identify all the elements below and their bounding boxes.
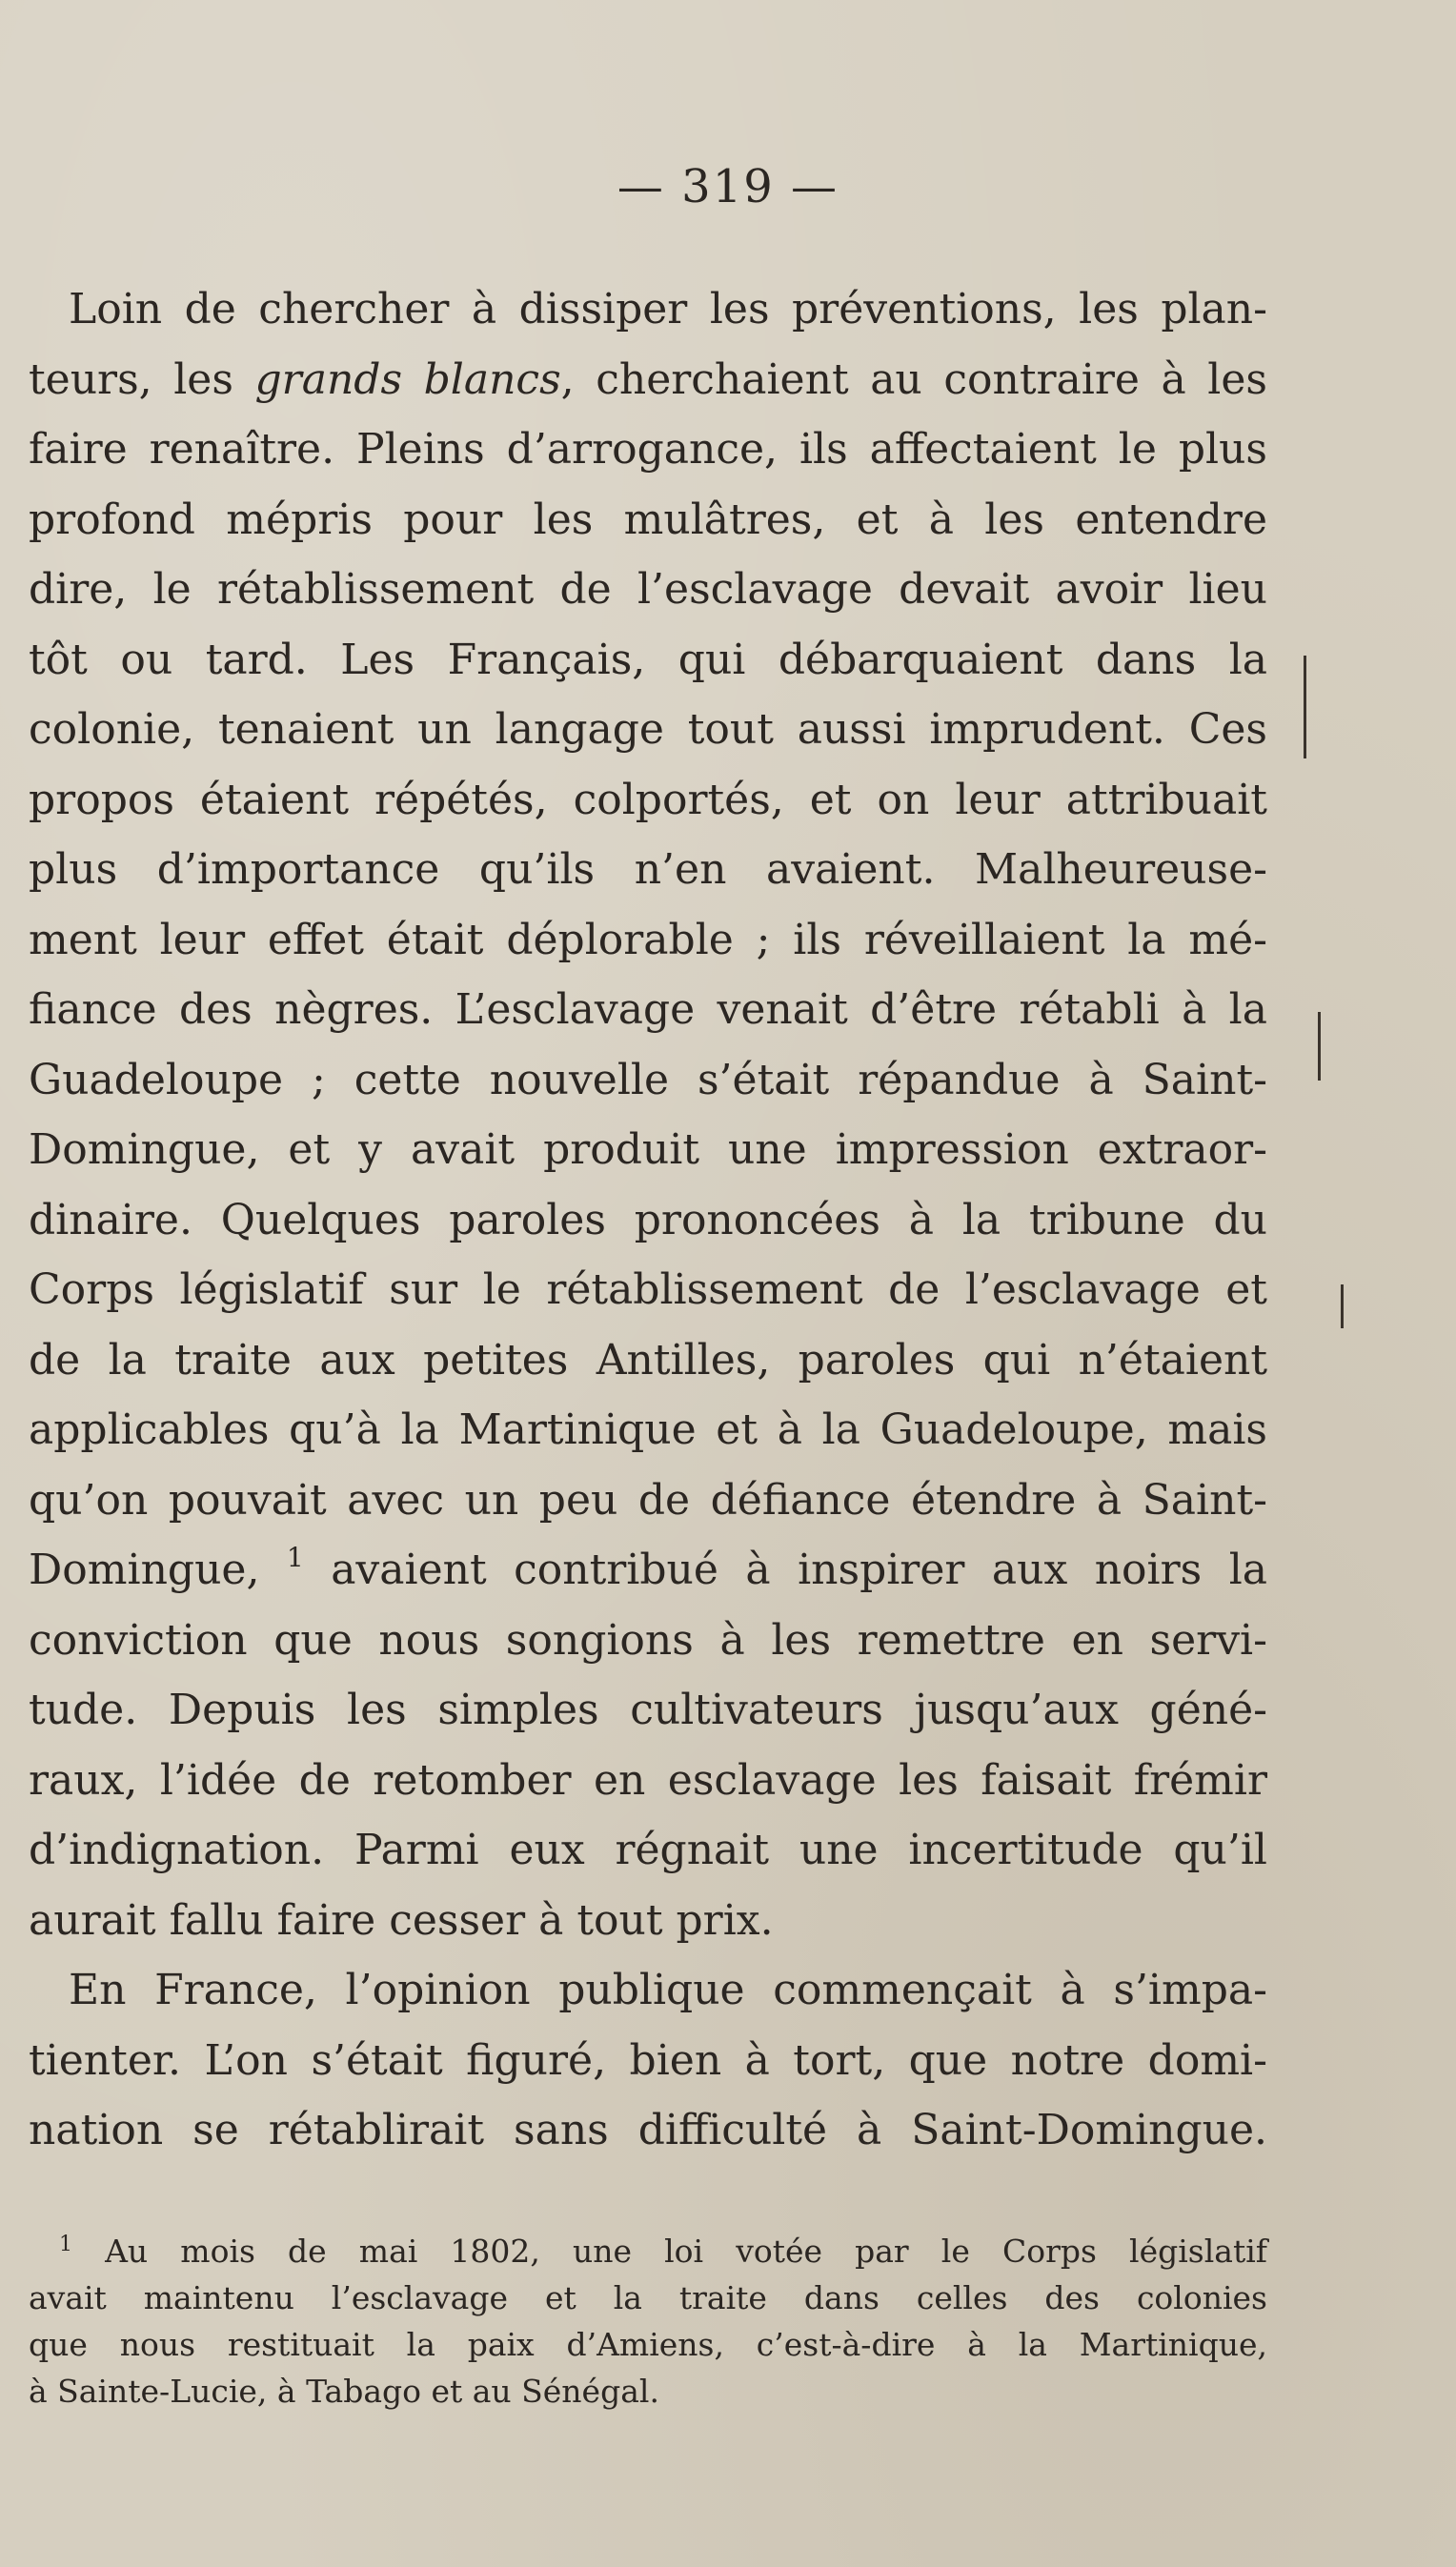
text-line: Loin de chercher à dissiper les préventions, les plan- bbox=[69, 285, 1267, 334]
footnote-text: Au mois de mai 1802, une loi votée par le Corps législatif bbox=[72, 2233, 1267, 2270]
text-run: avaient contribué à inspirer aux noirs la bbox=[303, 1546, 1267, 1594]
text-line: conviction que nous songions à les remettre en servi- bbox=[29, 1615, 1267, 1665]
text-run: , cherchaient au contraire à les bbox=[560, 354, 1267, 404]
text-line: Guadeloupe ; cette nouvelle s’était répandue à Saint- bbox=[29, 1055, 1267, 1104]
text-run: Domingue, bbox=[29, 1546, 287, 1594]
margin-mark bbox=[1341, 1284, 1344, 1328]
text-line: tude. Depuis les simples cultivateurs jusqu’aux géné- bbox=[29, 1686, 1267, 1734]
text-line: Domingue, et y avait produit une impression extraor- bbox=[29, 1125, 1267, 1174]
footnote-ref: 1 bbox=[286, 1542, 304, 1573]
text-line: raux, l’idée de retomber en esclavage les faisait frémir bbox=[29, 1755, 1267, 1805]
text-line: applicables qu’à la Martinique et à la Guadeloupe, mais bbox=[29, 1405, 1267, 1454]
italic-phrase: grands blancs bbox=[254, 354, 561, 404]
text-line: colonie, tenaient un langage tout aussi imprudent. Ces bbox=[29, 705, 1267, 754]
text-line: aurait fallu faire cesser à tout prix. bbox=[29, 1895, 774, 1945]
text-line: faire renaître. Pleins d’arrogance, ils affectaient le plus bbox=[29, 425, 1267, 474]
footnote-marker: 1 bbox=[59, 2233, 72, 2256]
footnote-line bbox=[29, 2228, 1267, 2274]
text-line: nation se rétablirait sans difficulté à Saint-Domingue. bbox=[29, 2106, 1267, 2154]
footnote-block bbox=[29, 2228, 1267, 2415]
text-line: dire, le rétablissement de l’esclavage devait avoir lieu bbox=[29, 565, 1267, 614]
text-line: d’indignation. Parmi eux régnait une incertitude qu’il bbox=[29, 1826, 1267, 1874]
footnote-line: à Sainte-Lucie, à Tabago et au Sénégal. bbox=[29, 2373, 659, 2410]
text-line: En France, l’opinion publique commençait à s’impa- bbox=[69, 1966, 1267, 2014]
text-line: ment leur effet était déplorable ; ils réveillaient la mé- bbox=[29, 915, 1267, 964]
text-line: qu’on pouvait avec un peu de défiance étendre à Saint- bbox=[29, 1475, 1267, 1525]
margin-mark bbox=[1304, 656, 1306, 758]
text-line: dinaire. Quelques paroles prononcées à la tribune du bbox=[29, 1195, 1267, 1244]
footnote-line: avait maintenu l’esclavage et la traite dans celles des colonies bbox=[29, 2279, 1267, 2316]
text-line: tôt ou tard. Les Français, qui débarquaient dans la bbox=[29, 635, 1267, 684]
text-line: propos étaient répétés, colportés, et on leur attribuait bbox=[29, 775, 1267, 824]
body-text bbox=[29, 274, 1267, 2166]
text-line: plus d’importance qu’ils n’en avaient. Malheureuse- bbox=[29, 845, 1267, 894]
text-line bbox=[29, 345, 1267, 415]
text-run: teurs, les bbox=[29, 354, 255, 404]
text-line: profond mépris pour les mulâtres, et à les entendre bbox=[29, 495, 1267, 544]
text-line: Corps législatif sur le rétablissement de l’esclavage et bbox=[29, 1265, 1267, 1314]
page-number: — 319 — bbox=[617, 160, 839, 213]
text-line: tienter. L’on s’était figuré, bien à tort, que notre domi- bbox=[29, 2035, 1267, 2085]
text-line: de la traite aux petites Antilles, paroles qui n’étaient bbox=[29, 1335, 1267, 1385]
text-line: fiance des nègres. L’esclavage venait d’être rétabli à la bbox=[29, 985, 1267, 1034]
text-line bbox=[29, 1535, 1267, 1606]
footnote-line: que nous restituait la paix d’Amiens, c’est-à-dire à la Martinique, bbox=[29, 2326, 1267, 2363]
margin-mark bbox=[1318, 1012, 1321, 1081]
